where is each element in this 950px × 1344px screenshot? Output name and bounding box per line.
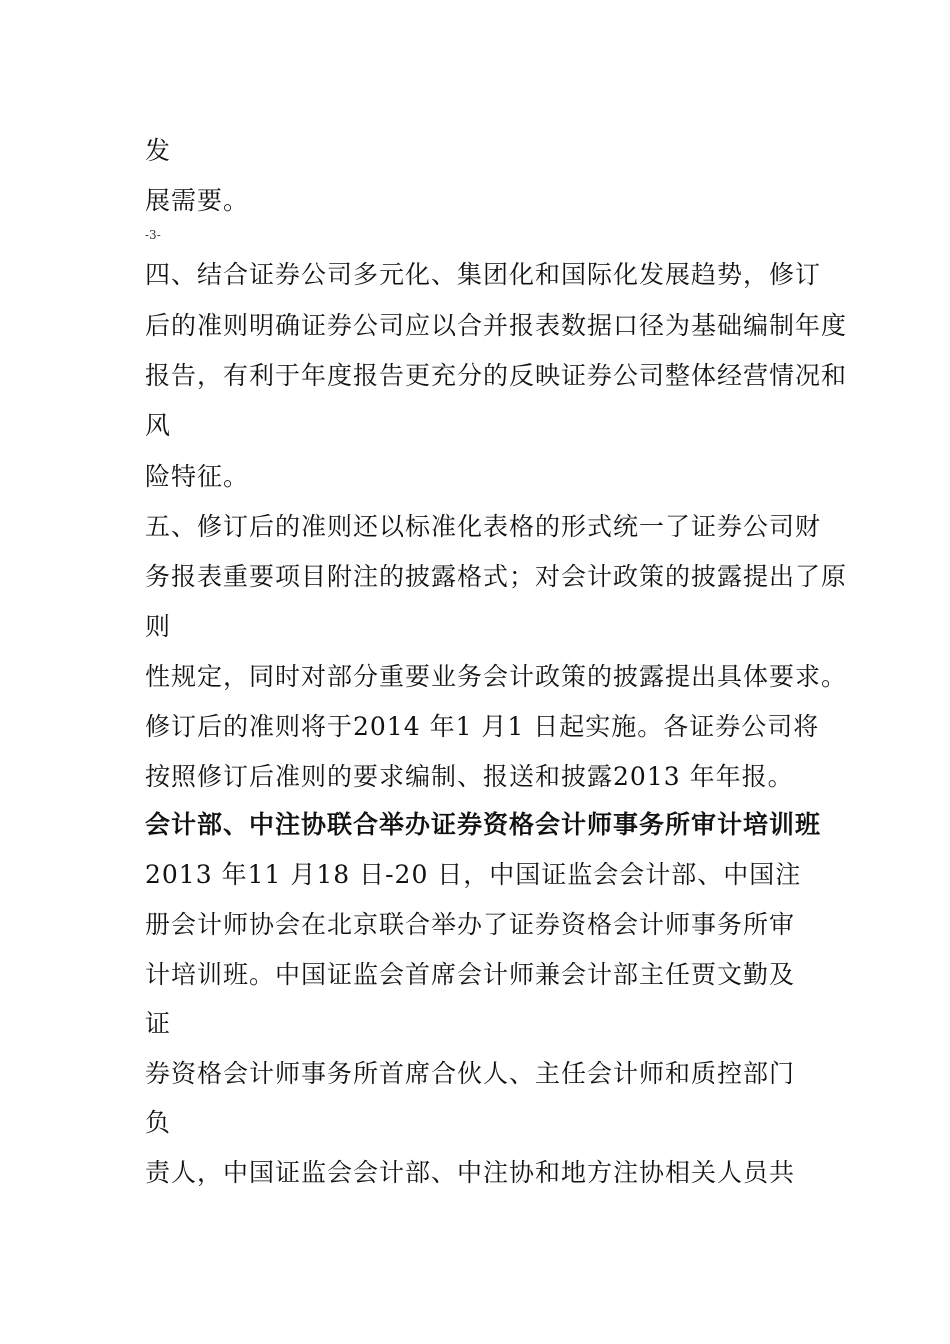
text-line-17: 证 [145,1009,172,1038]
text-line-4: 后的准则明确证券公司应以合并报表数据口径为基础编制年度 [145,311,848,340]
text-line-6: 风 [145,411,172,440]
text-line-7: 险特征。 [145,462,250,491]
section-heading: 会计部、中注协联合举办证券资格会计师事务所审计培训班 [145,810,822,839]
text-line-3: 四、结合证券公司多元化、集团化和国际化发展趋势，修订 [145,260,822,289]
text-line-19: 负 [145,1108,172,1137]
text-line-20: 责人，中国证监会会计部、中注协和地方注协相关人员共 [145,1158,796,1187]
text-line-9: 务报表重要项目附注的披露格式；对会计政策的披露提出了原 [145,562,848,591]
text-line-10: 则 [145,612,172,641]
text-line-12: 修订后的准则将于2014 年1 月1 日起实施。各证券公司将 [145,712,820,741]
text-line-16: 计培训班。中国证监会首席会计师兼会计部主任贾文勤及 [145,960,796,989]
text-line-11: 性规定，同时对部分重要业务会计政策的披露提出具体要求。 [145,662,848,691]
text-line-1: 发 [145,136,172,165]
text-line-13: 按照修订后准则的要求编制、报送和披露2013 年年报。 [145,762,794,791]
text-line-5: 报告，有利于年度报告更充分的反映证券公司整体经营情况和 [145,361,848,390]
text-line-14: 2013 年11 月18 日-20 日，中国证监会会计部、中国注 [145,860,802,889]
text-line-2: 展需要。 [145,186,250,215]
page-number: -3- [145,228,161,242]
text-line-15: 册会计师协会在北京联合举办了证券资格会计师事务所审 [145,910,796,939]
text-line-18: 券资格会计师事务所首席合伙人、主任会计师和质控部门 [145,1059,796,1088]
text-line-8: 五、修订后的准则还以标准化表格的形式统一了证券公司财 [145,512,822,541]
